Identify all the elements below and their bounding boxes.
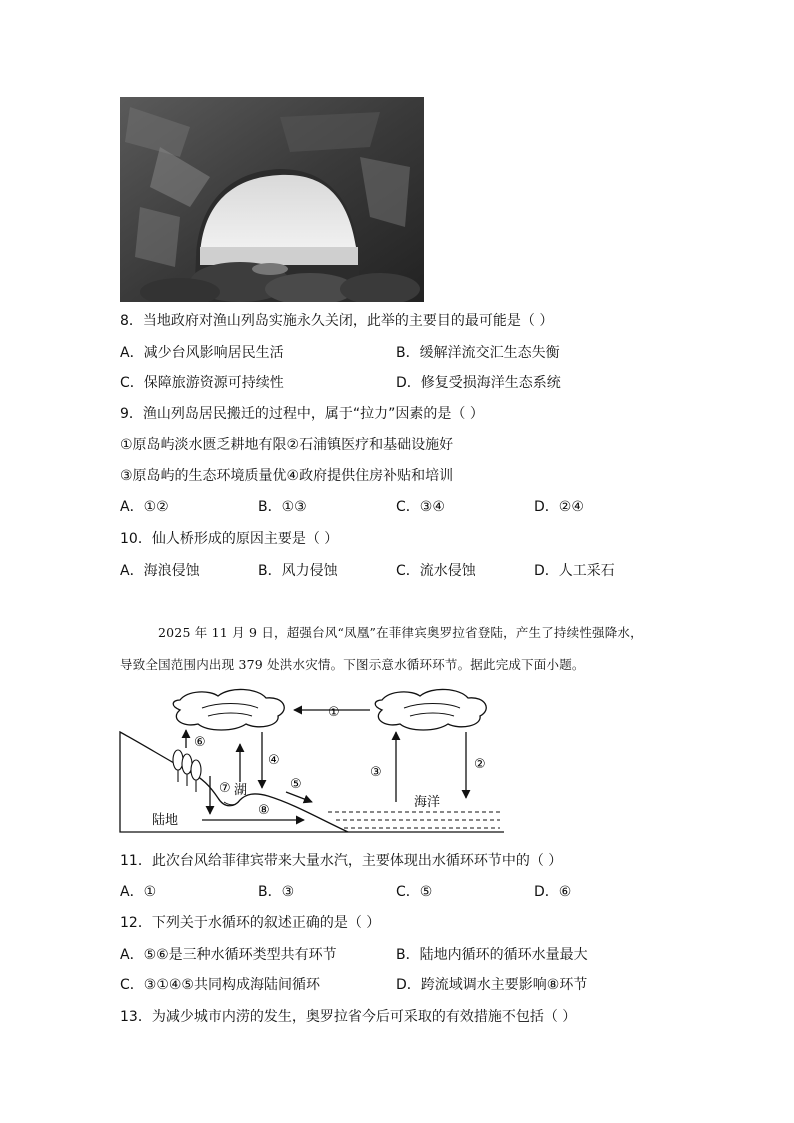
diagram-label-5: ⑤ bbox=[290, 777, 302, 792]
diagram-label-7: ⑦ bbox=[219, 781, 231, 796]
q9-option-a[interactable]: A．①② bbox=[120, 499, 169, 515]
diagram-label-2: ② bbox=[474, 757, 486, 772]
diagram-label-3: ③ bbox=[370, 765, 382, 780]
q9-option-b[interactable]: B．①③ bbox=[258, 499, 307, 515]
q12-option-b[interactable]: B．陆地内循环的循环水量最大 bbox=[396, 947, 588, 963]
q9-stem: 9．渔山列岛居民搬迁的过程中，属于“拉力”因素的是（ ） bbox=[120, 406, 484, 422]
q8-stem: 8．当地政府对渔山列岛实施永久关闭，此举的主要目的最可能是（ ） bbox=[120, 313, 554, 329]
q13-stem: 13．为减少城市内涝的发生，奥罗拉省今后可采取的有效措施不包括（ ） bbox=[120, 1009, 577, 1025]
cloud-left-icon bbox=[173, 689, 284, 730]
sea-arch-illustration bbox=[120, 97, 424, 302]
q11-stem: 11．此次台风给菲律宾带来大量水汽，主要体现出水循环环节中的（ ） bbox=[120, 853, 563, 869]
q12-option-c[interactable]: C．③①④⑤共同构成海陆间循环 bbox=[120, 977, 320, 993]
q9-option-d[interactable]: D．②④ bbox=[534, 499, 584, 515]
diagram-label-6: ⑥ bbox=[194, 735, 206, 750]
trees-icon bbox=[173, 750, 201, 792]
q12-option-a[interactable]: A．⑤⑥是三种水循环类型共有环节 bbox=[120, 947, 337, 963]
q11-option-b[interactable]: B．③ bbox=[258, 884, 295, 900]
q11-option-d[interactable]: D．⑥ bbox=[534, 884, 572, 900]
material-line-2: 导致全国范围内出现 379 处洪水灾情。下图示意水循环环节。据此完成下面小题。 bbox=[120, 657, 585, 672]
q9-option-c[interactable]: C．③④ bbox=[396, 499, 445, 515]
diagram-label-lake: 湖 bbox=[234, 783, 248, 798]
q10-option-b[interactable]: B．风力侵蚀 bbox=[258, 563, 338, 579]
q8-option-a[interactable]: A．减少台风影响居民生活 bbox=[120, 345, 284, 361]
q10-option-a[interactable]: A．海浪侵蚀 bbox=[120, 563, 200, 579]
q8-option-c[interactable]: C．保障旅游资源可持续性 bbox=[120, 375, 284, 391]
q11-option-c[interactable]: C．⑤ bbox=[396, 884, 433, 900]
diagram-label-8: ⑧ bbox=[258, 803, 270, 818]
q12-stem: 12．下列关于水循环的叙述正确的是（ ） bbox=[120, 915, 381, 931]
q9-statement-line-1: ①原岛屿淡水匮乏耕地有限②石浦镇医疗和基础设施好 bbox=[120, 437, 454, 453]
sea-arch-photo bbox=[120, 97, 424, 302]
q10-option-c[interactable]: C．流水侵蚀 bbox=[396, 563, 476, 579]
q11-option-a[interactable]: A．① bbox=[120, 884, 157, 900]
q8-option-b[interactable]: B．缓解洋流交汇生态失衡 bbox=[396, 345, 560, 361]
diagram-label-4: ④ bbox=[268, 753, 280, 768]
cloud-right-icon bbox=[375, 689, 486, 730]
diagram-label-1: ① bbox=[328, 705, 340, 720]
water-cycle-diagram bbox=[118, 686, 508, 836]
q10-stem: 10．仙人桥形成的原因主要是（ ） bbox=[120, 531, 339, 547]
material-line-1: 2025 年 11 月 9 日，超强台风“凤凰”在菲律宾奥罗拉省登陆，产生了持续性强降水， bbox=[158, 625, 643, 640]
q9-statement-line-2: ③原岛屿的生态环境质量优④政府提供住房补贴和培训 bbox=[120, 468, 454, 484]
diagram-label-land: 陆地 bbox=[152, 813, 179, 828]
diagram-label-ocean: 海洋 bbox=[414, 795, 441, 810]
q12-option-d[interactable]: D．跨流域调水主要影响⑧环节 bbox=[396, 977, 588, 993]
q8-option-d[interactable]: D．修复受损海洋生态系统 bbox=[396, 375, 561, 391]
q10-option-d[interactable]: D．人工采石 bbox=[534, 563, 615, 579]
